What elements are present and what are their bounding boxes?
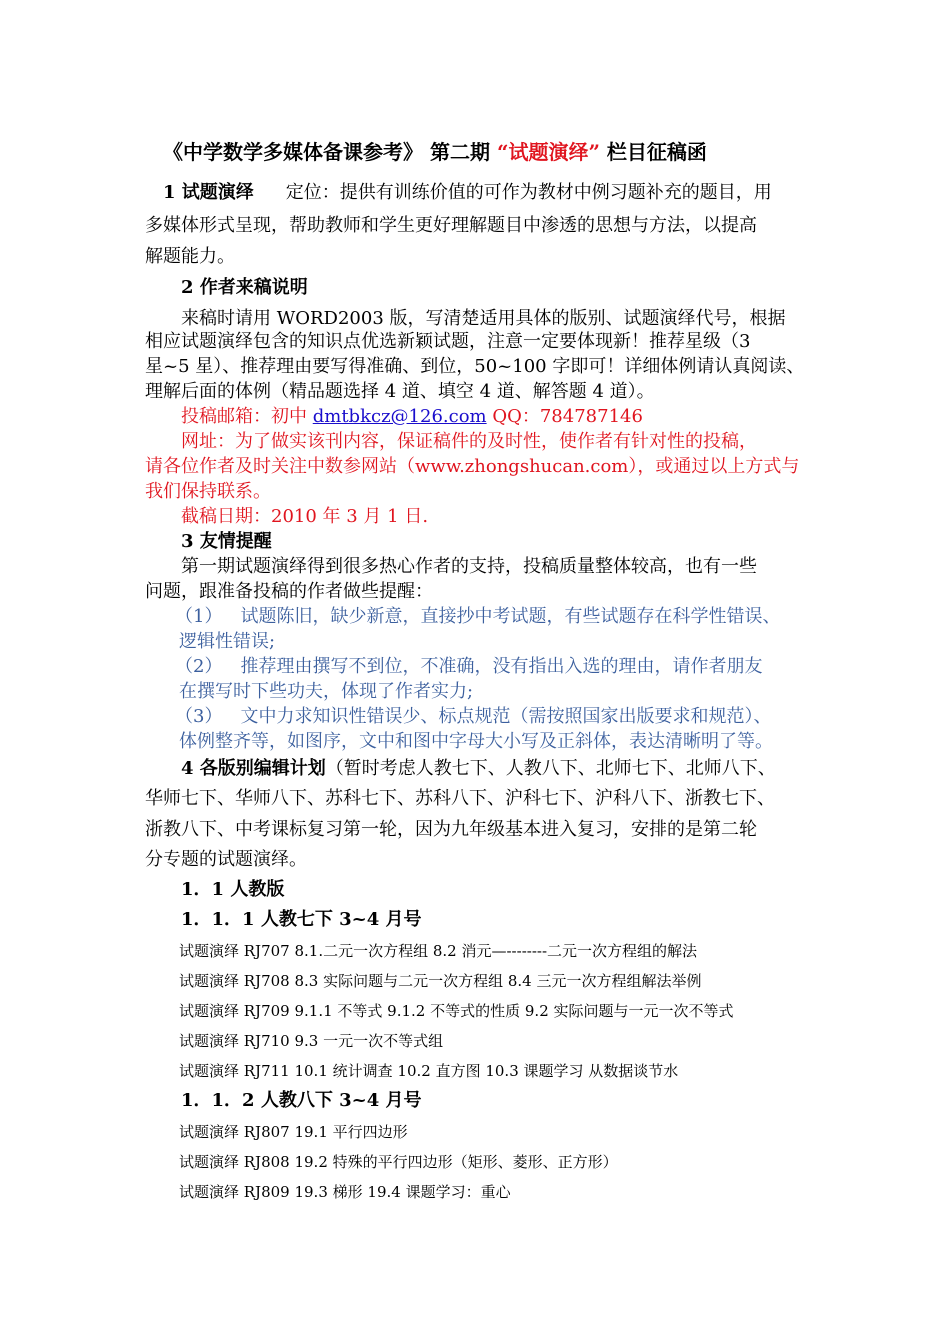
- plan-item-rj707: 试题演绎 RJ707 8.1.二元一次方程组 8.2 消元—--------二元一次方程组的解法: [179, 942, 698, 960]
- plan-item-rj708: 试题演绎 RJ708 8.3 实际问题与二元一次方程组 8.4 三元一次方程组解法举例: [179, 972, 702, 990]
- reminder-item-2-cont: 在撰写时下些功夫，体现了作者实力;: [179, 681, 474, 702]
- section-4-heading: 4 各版别编辑计划: [181, 758, 326, 779]
- section-3-line-2: 问题，跟准备投稿的作者做些提醒：: [145, 581, 433, 602]
- section-4-line-1: 4 各版别编辑计划（暂时考虑人教七下、人教八下、北师七下、北师八下、: [181, 758, 776, 779]
- plan-item-rj711: 试题演绎 RJ711 10.1 统计调查 10.2 直方图 10.3 课题学习 从数据谈节水: [179, 1062, 679, 1080]
- reminder-item-1: （1） 试题陈旧，缺少新意，直接抄中考试题，有些试题存在科学性错误、: [175, 606, 781, 627]
- section-1-line-2: 多媒体形式呈现，帮助教师和学生更好理解题目中渗透的思想与方法，以提高: [145, 215, 757, 236]
- section-2-line-1: 来稿时请用 WORD2003 版，写清楚适用具体的版别、试题演绎代号，根据: [181, 308, 786, 329]
- plan-item-rj807: 试题演绎 RJ807 19.1 平行四边形: [179, 1123, 408, 1141]
- reminder-item-3-cont: 体例整齐等，如图序，文中和图中字母大小写及正斜体，表达清晰明了等。: [179, 731, 773, 752]
- plan-item-rj809: 试题演绎 RJ809 19.3 梯形 19.4 课题学习：重心: [179, 1183, 511, 1201]
- email-link[interactable]: dmtbkcz@126.com: [312, 406, 487, 427]
- website-line-2: 请各位作者及时关注中数参网站（www.zhongshucan.com），或通过以上方式与: [145, 456, 800, 477]
- section-4-line-4: 分专题的试题演绎。: [145, 849, 307, 870]
- section-2-line-3: 星~5 星）、推荐理由要写得准确、到位，50~100 字即可！详细体例请认真阅读、: [145, 356, 805, 377]
- document-title: [163, 140, 707, 164]
- section-3-line-1: 第一期试题演绎得到很多热心作者的支持，投稿质量整体较高，也有一些: [181, 556, 757, 577]
- section-1-line-3: 解题能力。: [145, 246, 235, 267]
- section-1-line-1: 1 试题演绎 定位：提供有训练价值的可作为教材中例习题补充的题目，用: [163, 182, 772, 203]
- reminder-item-3: （3） 文中力求知识性错误少、标点规范（需按照国家出版要求和规范）、: [175, 706, 772, 727]
- deadline-line: 截稿日期：2010 年 3 月 1 日.: [181, 506, 429, 527]
- section-4-line-3: 浙教八下、中考课标复习第一轮，因为九年级基本进入复习，安排的是第二轮: [145, 819, 757, 840]
- reminder-item-1-cont: 逻辑性错误;: [179, 631, 276, 652]
- submission-email-line: 投稿邮箱：初中 dmtbkcz@126.com QQ：784787146: [181, 406, 643, 427]
- reminder-item-2: （2） 推荐理由撰写不到位，不准确，没有指出入选的理由，请作者朋友: [175, 656, 763, 677]
- website-line-1: 网址：为了做实该刊内容，保证稿件的及时性，使作者有针对性的投稿，: [181, 431, 757, 452]
- title-part-1: 《中学数学多媒体备课参考》 第二期: [163, 140, 497, 164]
- section-1-heading: 1 试题演绎: [163, 182, 254, 203]
- plan-item-rj709: 试题演绎 RJ709 9.1.1 不等式 9.1.2 不等式的性质 9.2 实际问题与一元一次不等式: [179, 1002, 734, 1020]
- website-line-3: 我们保持联系。: [145, 481, 271, 502]
- section-2-line-2: 相应试题演绎包含的知识点优选新颖试题，注意一定要体现新！推荐星级（3: [145, 331, 751, 352]
- title-part-3: 栏目征稿函: [599, 140, 707, 164]
- subsection-1-1-2: 1．1．2 人教八下 3~4 月号: [181, 1090, 422, 1111]
- section-2-line-4: 理解后面的体例（精品题选择 4 道、填空 4 道、解答题 4 道）。: [145, 381, 655, 402]
- section-2-heading: 2 作者来稿说明: [181, 277, 308, 298]
- title-highlight: “试题演绎”: [496, 140, 600, 164]
- plan-item-rj710: 试题演绎 RJ710 9.3 一元一次不等式组: [179, 1032, 444, 1050]
- subsection-1-1-1: 1．1．1 人教七下 3~4 月号: [181, 909, 422, 930]
- subsection-1-1: 1．1 人教版: [181, 879, 285, 900]
- plan-item-rj808: 试题演绎 RJ808 19.2 特殊的平行四边形（矩形、菱形、正方形）: [179, 1153, 618, 1171]
- section-4-line-2: 华师七下、华师八下、苏科七下、苏科八下、沪科七下、沪科八下、浙教七下、: [145, 788, 775, 809]
- section-3-heading: 3 友情提醒: [181, 531, 272, 552]
